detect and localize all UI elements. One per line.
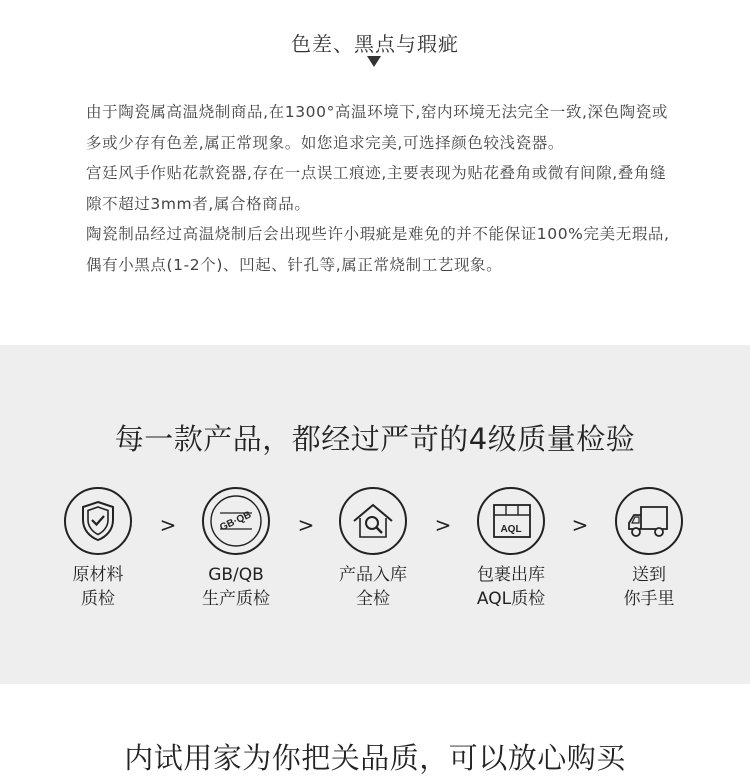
footer-section xyxy=(0,684,750,775)
step-label-line2: 你手里 xyxy=(623,589,675,609)
step-label-line1: 产品入库 xyxy=(339,565,407,585)
step-label-line2: 全检 xyxy=(356,589,390,609)
notice-body xyxy=(86,97,676,280)
quality-steps xyxy=(0,487,750,627)
delivery-truck-icon xyxy=(615,487,683,555)
step-label-line2: AQL质检 xyxy=(476,589,546,609)
quality-step-raw-material xyxy=(38,487,158,611)
step-label-line1: 包裹出库 xyxy=(477,565,545,585)
aql-box-icon xyxy=(477,487,545,555)
chevron-right-icon: > xyxy=(159,513,177,537)
step-label-line1: 原材料 xyxy=(72,565,124,585)
notice-paragraph: 由于陶瓷属高温烧制商品,在1300°高温环境下,窑内环境无法完全一致,深色陶瓷或多或少存有色差,属正常现象。如您追求完美,可选择颜色较浅瓷器。 xyxy=(86,103,668,152)
gbqb-stamp-icon xyxy=(202,487,270,555)
stamp-text: GB·QB xyxy=(218,508,254,534)
quality-step-warehouse xyxy=(313,487,433,611)
house-magnifier-icon xyxy=(339,487,407,555)
quality-headline: 每一款产品，都经过严苛的4级质量检验 xyxy=(114,422,636,456)
quality-step-gbqb xyxy=(176,487,296,611)
down-triangle-icon xyxy=(367,56,381,67)
step-label-line2: 生产质检 xyxy=(202,589,270,609)
step-label-line1: 送到 xyxy=(632,565,666,585)
quality-section xyxy=(0,345,750,684)
step-label-line2: 质检 xyxy=(81,589,115,609)
notice-paragraph: 宫廷风手作贴花款瓷器,存在一点误工痕迹,主要表现为贴花叠角或微有间隙,叠角缝隙不超过3mm者,属合格商品。 xyxy=(86,164,667,213)
shield-check-icon xyxy=(64,487,132,555)
box-text: AQL xyxy=(500,523,522,535)
notice-section xyxy=(0,0,750,345)
chevron-right-icon: > xyxy=(571,513,589,537)
notice-paragraph: 陶瓷制品经过高温烧制后会出现些许小瑕疵是难免的并不能保证100%完美无瑕品,偶有小黑点(1-2个)、凹起、针孔等,属正常烧制工艺现象。 xyxy=(86,225,670,274)
quality-step-delivery xyxy=(589,487,709,611)
footer-partial-headline: 内试用家为你把关品质，可以放心购买 xyxy=(124,741,626,775)
chevron-right-icon: > xyxy=(434,513,452,537)
step-label-line1: GB/QB xyxy=(208,565,264,585)
notice-title: 色差、黑点与瑕疵 xyxy=(291,32,459,56)
chevron-right-icon: > xyxy=(297,513,315,537)
quality-step-shipping xyxy=(451,487,571,611)
